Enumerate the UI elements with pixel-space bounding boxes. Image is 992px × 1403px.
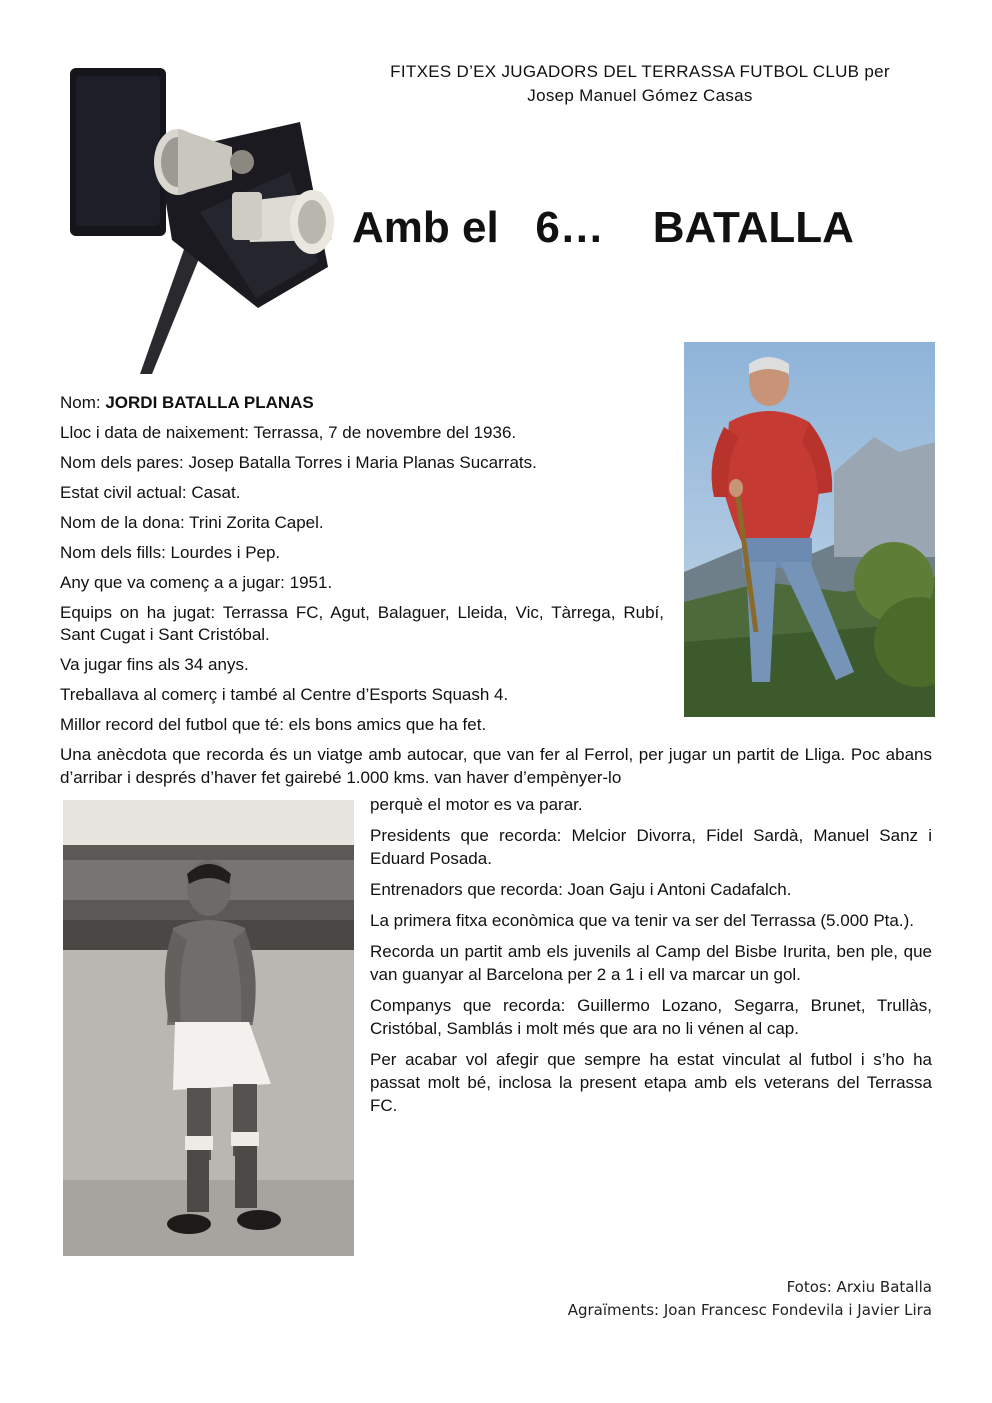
field-civil-status: Estat civil actual: Casat. [60, 483, 241, 502]
photo-credits: Fotos: Arxiu Batalla [786, 1278, 932, 1296]
vintage-player-photo [63, 800, 354, 1256]
first-contract-paragraph: La primera fitxa econòmica que va tenir va ser del Terrassa (5.000 Pta.). [370, 911, 914, 930]
credits [568, 1276, 932, 1322]
field-children: Nom dels fills: Lourdes i Pep. [60, 543, 281, 562]
page-title: Amb el 6… BATALLA [352, 203, 854, 252]
field-played-until: Va jugar fins als 34 anys. [60, 655, 249, 674]
document-header [340, 60, 940, 108]
field-start-year: Any que va començ a a jugar: 1951. [60, 573, 333, 592]
field-birth: Lloc i data de naixement: Terrassa, 7 de novembre del 1936. [60, 423, 517, 442]
loudspeaker-photo [60, 62, 345, 374]
field-parents: Nom dels pares: Josep Batalla Torres i Maria Planas Sucarrats. [60, 453, 537, 472]
closing-paragraph: Per acabar vol afegir que sempre ha estat vinculat al futbol i s’ho ha passat molt bé, inclosa la present etapa amb els veterans del Terrassa FC. [370, 1050, 932, 1115]
teammates-paragraph: Companys que recorda: Guillermo Lozano, Segarra, Brunet, Trullàs, Cristóbal, Samblás i molt més que ara no li vénen al cap. [370, 996, 932, 1038]
header-line-1: FITXES D’EX JUGADORS DEL TERRASSA FUTBOL CLUB per [390, 62, 890, 81]
anecdote-paragraph: Una anècdota que recorda és un viatge amb autocar, que van fer al Ferrol, per jugar un partit de Lliga. Poc abans d’arribar i després d’haver fet gairebé 1.000 kms. van haver d’empènyer-lo [60, 745, 932, 787]
youth-match-paragraph: Recorda un partit amb els juvenils al Camp del Bisbe Irurita, ben ple, que van guanyar al Barcelona per 2 a 1 i ell va marcar un gol. [370, 942, 932, 984]
personal-data-list [60, 392, 664, 744]
coaches-paragraph: Entrenadors que recorda: Joan Gaju i Antoni Cadafalch. [370, 880, 792, 899]
acknowledgements: Agraïments: Joan Francesc Fondevila i Javier Lira [567, 1301, 932, 1319]
header-line-2: Josep Manuel Gómez Casas [527, 86, 753, 105]
field-work: Treballava al comerç i també al Centre d’Esports Squash 4. [60, 685, 509, 704]
field-best-memory: Millor record del futbol que té: els bons amics que ha fet. [60, 715, 487, 734]
field-wife: Nom de la dona: Trini Zorita Capel. [60, 513, 324, 532]
recent-portrait-photo [684, 342, 935, 717]
presidents-paragraph: Presidents que recorda: Melcior Divorra, Fidel Sardà, Manuel Sanz i Eduard Posada. [370, 826, 932, 868]
field-teams: Equips on ha jugat: Terrassa FC, Agut, Balaguer, Lleida, Vic, Tàrrega, Rubí, Sant Cugat i Sant Cristóbal. [60, 603, 664, 644]
memories-column [370, 795, 932, 1125]
anecdote-continuation: perquè el motor es va parar. [370, 795, 583, 814]
field-name: Nom: JORDI BATALLA PLANAS [60, 393, 314, 412]
